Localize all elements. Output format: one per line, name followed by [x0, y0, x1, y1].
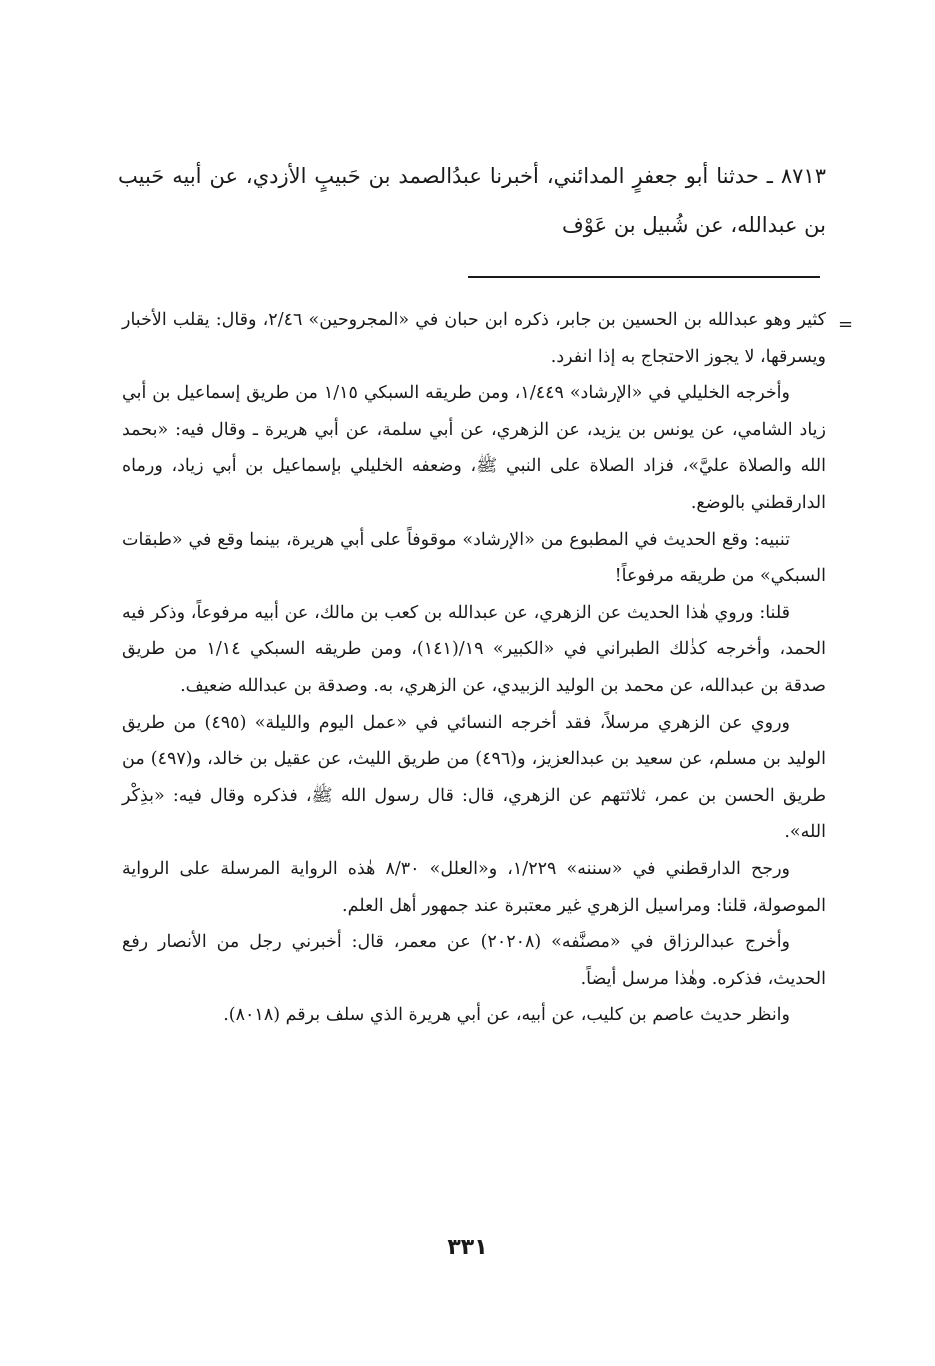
footnote-paragraph: وانظر حديث عاصم بن كليب، عن أبيه، عن أبي هريرة الذي سلف برقم (٨٠١٨). — [223, 1005, 790, 1026]
hadith-main-text — [118, 152, 826, 250]
page-number: ٣٣١ — [447, 1235, 488, 1260]
hadith-paragraph: ٨٧١٣ ـ حدثنا أبو جعفرٍ المدائني، أخبرنا عبدُالصمد بن حَبيبٍ الأزدي، عن أبيه حَبيب بن عبدالله، عن شُبيل بن عَوْف — [118, 164, 826, 237]
footnote-paragraph: وروي عن الزهري مرسلاً، فقد أخرجه النسائي في «عمل اليوم والليلة» (٤٩٥) من طريق الوليد بن مسلم، عن سعيد بن عبدالعزيز، و(٤٩٦) من طريق الليث، عن عقيل بن خالد، و(٤٩٧) من طريق الحسن بن عمر، ثلاثتهم عن الزهري، قال: قال رسول الله ﷺ، فذكره وقال فيه: «بذِكْر الله». — [122, 712, 826, 843]
footnote-paragraph: وأخرجه الخليلي في «الإرشاد» ١/٤٤٩، ومن طريقه السبكي ١/١٥ من طريق إسماعيل بن أبي زياد الشامي، عن يونس بن يزيد، عن الزهري، عن أبي سلمة، عن أبي هريرة ـ وقال فيه: «بحمد الله والصلاة عليَّ»، فزاد الصلاة على النبي ﷺ، وضعفه الخليلي بإسماعيل بن أبي زياد، ورماه الدارقطني بالوضع. — [122, 383, 826, 513]
footnote-paragraph: ورجح الدارقطني في «سننه» ١/٢٢٩، و«العلل» ٨/٣٠ هٰذه الرواية المرسلة على الرواية الموصولة، قلنا: ومراسيل الزهري غير معتبرة عند جمهور أهل العلم. — [122, 858, 826, 916]
footnote-paragraph: كثير وهو عبدالله بن الحسين بن جابر، ذكره ابن حبان في «المجروحين» ٢/٤٦، وقال: يقلب الأخبار ويسرقها، لا يجوز الاحتجاج به إذا انفرد. — [122, 310, 826, 367]
footnote-paragraph: وأخرج عبدالرزاق في «مصنَّفه» (٢٠٢٠٨) عن معمر، قال: أخبرني رجل من الأنصار رفع الحديث، فذكره. وهٰذا مرسل أيضاً. — [122, 932, 826, 989]
footnote-paragraph: قلنا: وروي هٰذا الحديث عن الزهري، عن عبدالله بن كعب بن مالك، عن أبيه مرفوعاً، وذكر فيه الحمد، وأخرجه كذٰلك الطبراني في «الكبير» ١٩/(١٤١)، ومن طريقه السبكي ١/١٤ من طريق صدقة بن عبدالله، عن محمد بن الوليد الزبيدي، عن الزهري، به. وصدقة بن عبدالله ضعيف. — [122, 602, 826, 696]
footnotes-section — [122, 302, 826, 1034]
footnote-paragraph: تنبيه: وقع الحديث في المطبوع من «الإرشاد» موقوفاً على أبي هريرة، بينما وقع في «طبقات السبكي» من طريقه مرفوعاً! — [122, 529, 826, 587]
footnote-continuation-mark: = — [838, 314, 854, 335]
footnote-divider — [468, 276, 820, 278]
